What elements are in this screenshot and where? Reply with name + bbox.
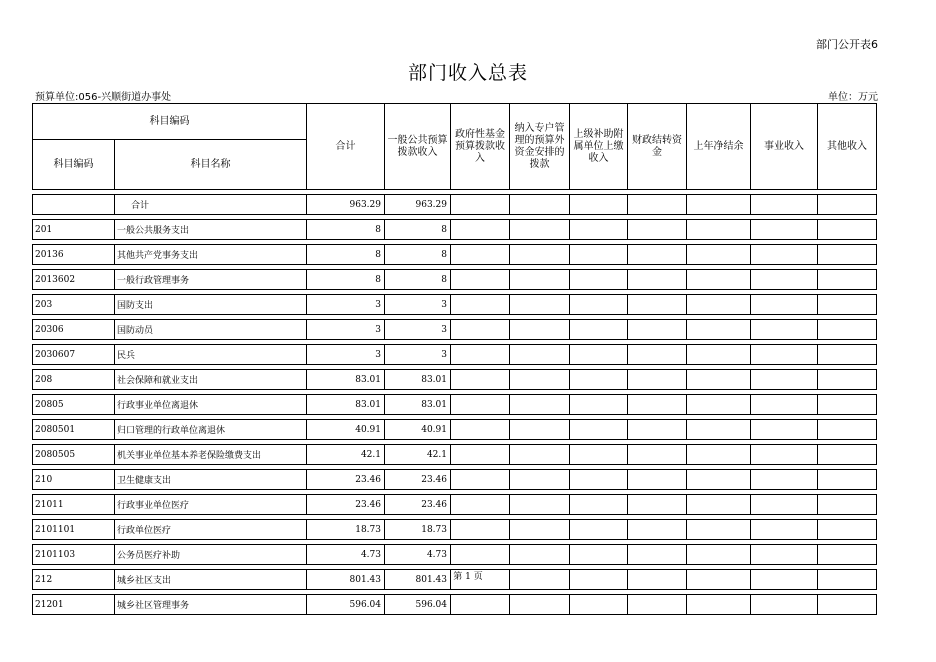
general-budget-cell: 23.46 bbox=[385, 495, 451, 515]
empty-cell bbox=[687, 345, 751, 365]
empty-cell bbox=[751, 220, 818, 240]
empty-cell bbox=[818, 195, 877, 215]
total-cell: 83.01 bbox=[307, 370, 385, 390]
empty-cell bbox=[451, 520, 510, 540]
empty-cell bbox=[687, 220, 751, 240]
empty-cell bbox=[628, 545, 687, 565]
total-cell: 4.73 bbox=[307, 545, 385, 565]
subject-code-cell: 21201 bbox=[33, 595, 115, 615]
subject-code-group-header: 科目编码 bbox=[33, 104, 307, 140]
general-budget-cell: 23.46 bbox=[385, 470, 451, 490]
empty-cell bbox=[751, 245, 818, 265]
table-row bbox=[33, 495, 877, 515]
empty-cell bbox=[818, 245, 877, 265]
empty-cell bbox=[570, 395, 628, 415]
general-budget-cell: 42.1 bbox=[385, 445, 451, 465]
subject-name-cell: 行政事业单位医疗 bbox=[115, 495, 307, 515]
empty-cell bbox=[687, 595, 751, 615]
general-budget-cell: 3 bbox=[385, 345, 451, 365]
subject-name-cell: 社会保障和就业支出 bbox=[115, 370, 307, 390]
income-summary-table bbox=[32, 103, 877, 615]
subject-name-cell: 民兵 bbox=[115, 345, 307, 365]
subject-name-cell: 机关事业单位基本养老保险缴费支出 bbox=[115, 445, 307, 465]
empty-cell bbox=[818, 470, 877, 490]
total-cell: 3 bbox=[307, 295, 385, 315]
empty-cell bbox=[751, 470, 818, 490]
general-budget-cell: 8 bbox=[385, 245, 451, 265]
general-budget-cell: 801.43 bbox=[385, 570, 451, 590]
empty-cell bbox=[818, 445, 877, 465]
empty-cell bbox=[451, 595, 510, 615]
table-body bbox=[33, 190, 877, 615]
table-row bbox=[33, 545, 877, 565]
subject-code-cell: 2030607 bbox=[33, 345, 115, 365]
empty-cell bbox=[628, 195, 687, 215]
empty-cell bbox=[510, 295, 570, 315]
subject-name-cell: 城乡社区支出 bbox=[115, 570, 307, 590]
subject-name-cell: 国防支出 bbox=[115, 295, 307, 315]
empty-cell bbox=[818, 520, 877, 540]
empty-cell bbox=[628, 395, 687, 415]
empty-cell bbox=[510, 445, 570, 465]
empty-cell bbox=[818, 320, 877, 340]
empty-cell bbox=[451, 420, 510, 440]
empty-cell bbox=[628, 370, 687, 390]
empty-cell bbox=[687, 545, 751, 565]
general-budget-cell: 18.73 bbox=[385, 520, 451, 540]
subject-name-cell: 行政事业单位离退休 bbox=[115, 395, 307, 415]
empty-cell bbox=[570, 195, 628, 215]
empty-cell bbox=[687, 395, 751, 415]
empty-cell bbox=[570, 545, 628, 565]
last-year-balance-header: 上年净结余 bbox=[687, 104, 751, 190]
empty-cell bbox=[751, 445, 818, 465]
empty-cell bbox=[687, 520, 751, 540]
total-cell: 3 bbox=[307, 320, 385, 340]
table-row bbox=[33, 470, 877, 490]
empty-cell bbox=[510, 395, 570, 415]
empty-cell bbox=[818, 295, 877, 315]
total-cell: 23.46 bbox=[307, 495, 385, 515]
empty-cell bbox=[451, 195, 510, 215]
empty-cell bbox=[570, 220, 628, 240]
empty-cell bbox=[628, 320, 687, 340]
empty-cell bbox=[751, 195, 818, 215]
general-budget-header: 一般公共预算拨款收入 bbox=[385, 104, 451, 190]
subject-code-cell: 201 bbox=[33, 220, 115, 240]
empty-cell bbox=[818, 495, 877, 515]
budget-unit-label: 预算单位:056-兴顺街道办事处 bbox=[35, 92, 172, 103]
subject-code-cell: 2101101 bbox=[33, 520, 115, 540]
subject-code-cell: 208 bbox=[33, 370, 115, 390]
general-budget-cell: 83.01 bbox=[385, 370, 451, 390]
total-cell: 596.04 bbox=[307, 595, 385, 615]
total-cell: 8 bbox=[307, 270, 385, 290]
subject-name-cell: 国防动员 bbox=[115, 320, 307, 340]
subject-name-cell: 公务员医疗补助 bbox=[115, 545, 307, 565]
table-row bbox=[33, 195, 877, 215]
total-cell: 801.43 bbox=[307, 570, 385, 590]
total-header: 合计 bbox=[307, 104, 385, 190]
table-row bbox=[33, 370, 877, 390]
empty-cell bbox=[510, 420, 570, 440]
empty-cell bbox=[751, 320, 818, 340]
subject-code-cell: 2080505 bbox=[33, 445, 115, 465]
table-row bbox=[33, 520, 877, 540]
empty-cell bbox=[510, 320, 570, 340]
empty-cell bbox=[751, 395, 818, 415]
subject-name-cell: 城乡社区管理事务 bbox=[115, 595, 307, 615]
subject-code-cell: 2101103 bbox=[33, 545, 115, 565]
empty-cell bbox=[451, 270, 510, 290]
total-cell: 40.91 bbox=[307, 420, 385, 440]
general-budget-cell: 83.01 bbox=[385, 395, 451, 415]
empty-cell bbox=[751, 420, 818, 440]
empty-cell bbox=[628, 470, 687, 490]
empty-cell bbox=[818, 395, 877, 415]
empty-cell bbox=[570, 370, 628, 390]
empty-cell bbox=[818, 420, 877, 440]
empty-cell bbox=[510, 470, 570, 490]
empty-cell bbox=[570, 520, 628, 540]
subject-name-cell: 卫生健康支出 bbox=[115, 470, 307, 490]
empty-cell bbox=[818, 220, 877, 240]
subject-code-cell: 20306 bbox=[33, 320, 115, 340]
empty-cell bbox=[451, 220, 510, 240]
subject-code-cell: 212 bbox=[33, 570, 115, 590]
table-row bbox=[33, 270, 877, 290]
general-budget-cell: 3 bbox=[385, 320, 451, 340]
page-number: 第 1 页 bbox=[453, 572, 483, 582]
table-row bbox=[33, 220, 877, 240]
empty-cell bbox=[570, 420, 628, 440]
subject-name-cell: 归口管理的行政单位离退休 bbox=[115, 420, 307, 440]
subject-name-cell: 其他共产党事务支出 bbox=[115, 245, 307, 265]
total-cell: 8 bbox=[307, 220, 385, 240]
business-income-header: 事业收入 bbox=[751, 104, 818, 190]
special-account-header: 纳入专户管理的预算外资金安排的拨款 bbox=[510, 104, 570, 190]
empty-cell bbox=[451, 470, 510, 490]
subject-name-header: 科目名称 bbox=[115, 140, 307, 190]
empty-cell bbox=[451, 245, 510, 265]
subject-code-cell: 210 bbox=[33, 470, 115, 490]
empty-cell bbox=[510, 345, 570, 365]
empty-cell bbox=[628, 420, 687, 440]
empty-cell bbox=[510, 195, 570, 215]
table-number-label: 部门公开表6 bbox=[816, 38, 878, 51]
empty-cell bbox=[751, 520, 818, 540]
empty-cell bbox=[687, 445, 751, 465]
empty-cell bbox=[628, 345, 687, 365]
empty-cell bbox=[687, 195, 751, 215]
subject-name-cell: 合计 bbox=[115, 195, 307, 215]
subject-name-cell: 一般公共服务支出 bbox=[115, 220, 307, 240]
table-row bbox=[33, 445, 877, 465]
superior-subsidy-header: 上级补助附属单位上缴收入 bbox=[570, 104, 628, 190]
empty-cell bbox=[510, 245, 570, 265]
subject-code-cell: 203 bbox=[33, 295, 115, 315]
subject-code-header: 科目编码 bbox=[33, 140, 115, 190]
subject-code-cell bbox=[33, 195, 115, 215]
empty-cell bbox=[818, 345, 877, 365]
total-cell: 8 bbox=[307, 245, 385, 265]
total-cell: 3 bbox=[307, 345, 385, 365]
empty-cell bbox=[628, 595, 687, 615]
empty-cell bbox=[570, 270, 628, 290]
empty-cell bbox=[628, 220, 687, 240]
money-unit-label: 单位：万元 bbox=[828, 92, 878, 103]
subject-code-cell: 2080501 bbox=[33, 420, 115, 440]
empty-cell bbox=[687, 470, 751, 490]
empty-cell bbox=[751, 295, 818, 315]
empty-cell bbox=[687, 370, 751, 390]
table-row bbox=[33, 345, 877, 365]
empty-cell bbox=[818, 370, 877, 390]
empty-cell bbox=[751, 495, 818, 515]
empty-cell bbox=[687, 270, 751, 290]
empty-cell bbox=[628, 520, 687, 540]
general-budget-cell: 596.04 bbox=[385, 595, 451, 615]
subject-code-cell: 20805 bbox=[33, 395, 115, 415]
general-budget-cell: 8 bbox=[385, 220, 451, 240]
general-budget-cell: 4.73 bbox=[385, 545, 451, 565]
empty-cell bbox=[818, 545, 877, 565]
empty-cell bbox=[687, 420, 751, 440]
empty-cell bbox=[570, 295, 628, 315]
empty-cell bbox=[628, 445, 687, 465]
table-row bbox=[33, 420, 877, 440]
empty-cell bbox=[510, 595, 570, 615]
fiscal-carryover-header: 财政结转资金 bbox=[628, 104, 687, 190]
empty-cell bbox=[510, 495, 570, 515]
empty-cell bbox=[451, 495, 510, 515]
other-income-header: 其他收入 bbox=[818, 104, 877, 190]
subject-name-cell: 行政单位医疗 bbox=[115, 520, 307, 540]
empty-cell bbox=[451, 370, 510, 390]
table-row bbox=[33, 595, 877, 615]
empty-cell bbox=[751, 595, 818, 615]
empty-cell bbox=[570, 445, 628, 465]
empty-cell bbox=[751, 345, 818, 365]
total-cell: 42.1 bbox=[307, 445, 385, 465]
empty-cell bbox=[570, 595, 628, 615]
table-row bbox=[33, 395, 877, 415]
empty-cell bbox=[818, 595, 877, 615]
empty-cell bbox=[451, 445, 510, 465]
subject-code-cell: 2013602 bbox=[33, 270, 115, 290]
empty-cell bbox=[570, 245, 628, 265]
general-budget-cell: 40.91 bbox=[385, 420, 451, 440]
empty-cell bbox=[818, 270, 877, 290]
empty-cell bbox=[510, 270, 570, 290]
page-title: 部门收入总表 bbox=[407, 62, 528, 84]
empty-cell bbox=[751, 545, 818, 565]
empty-cell bbox=[570, 345, 628, 365]
subject-code-cell: 21011 bbox=[33, 495, 115, 515]
empty-cell bbox=[510, 545, 570, 565]
general-budget-cell: 963.29 bbox=[385, 195, 451, 215]
empty-cell bbox=[451, 395, 510, 415]
empty-cell bbox=[687, 495, 751, 515]
empty-cell bbox=[570, 495, 628, 515]
general-budget-cell: 3 bbox=[385, 295, 451, 315]
total-cell: 18.73 bbox=[307, 520, 385, 540]
empty-cell bbox=[451, 320, 510, 340]
empty-cell bbox=[451, 295, 510, 315]
total-cell: 83.01 bbox=[307, 395, 385, 415]
empty-cell bbox=[510, 520, 570, 540]
table-row bbox=[33, 320, 877, 340]
empty-cell bbox=[451, 345, 510, 365]
empty-cell bbox=[751, 270, 818, 290]
subject-name-cell: 一般行政管理事务 bbox=[115, 270, 307, 290]
empty-cell bbox=[570, 320, 628, 340]
total-cell: 963.29 bbox=[307, 195, 385, 215]
empty-cell bbox=[628, 270, 687, 290]
empty-cell bbox=[510, 370, 570, 390]
table-row bbox=[33, 245, 877, 265]
empty-cell bbox=[628, 295, 687, 315]
empty-cell bbox=[687, 320, 751, 340]
subject-code-cell: 20136 bbox=[33, 245, 115, 265]
empty-cell bbox=[628, 245, 687, 265]
empty-cell bbox=[510, 220, 570, 240]
empty-cell bbox=[751, 370, 818, 390]
empty-cell bbox=[451, 545, 510, 565]
total-cell: 23.46 bbox=[307, 470, 385, 490]
empty-cell bbox=[687, 295, 751, 315]
empty-cell bbox=[687, 245, 751, 265]
table-row bbox=[33, 295, 877, 315]
empty-cell bbox=[570, 470, 628, 490]
gov-fund-header: 政府性基金预算拨款收入 bbox=[451, 104, 510, 190]
empty-cell bbox=[628, 495, 687, 515]
general-budget-cell: 8 bbox=[385, 270, 451, 290]
